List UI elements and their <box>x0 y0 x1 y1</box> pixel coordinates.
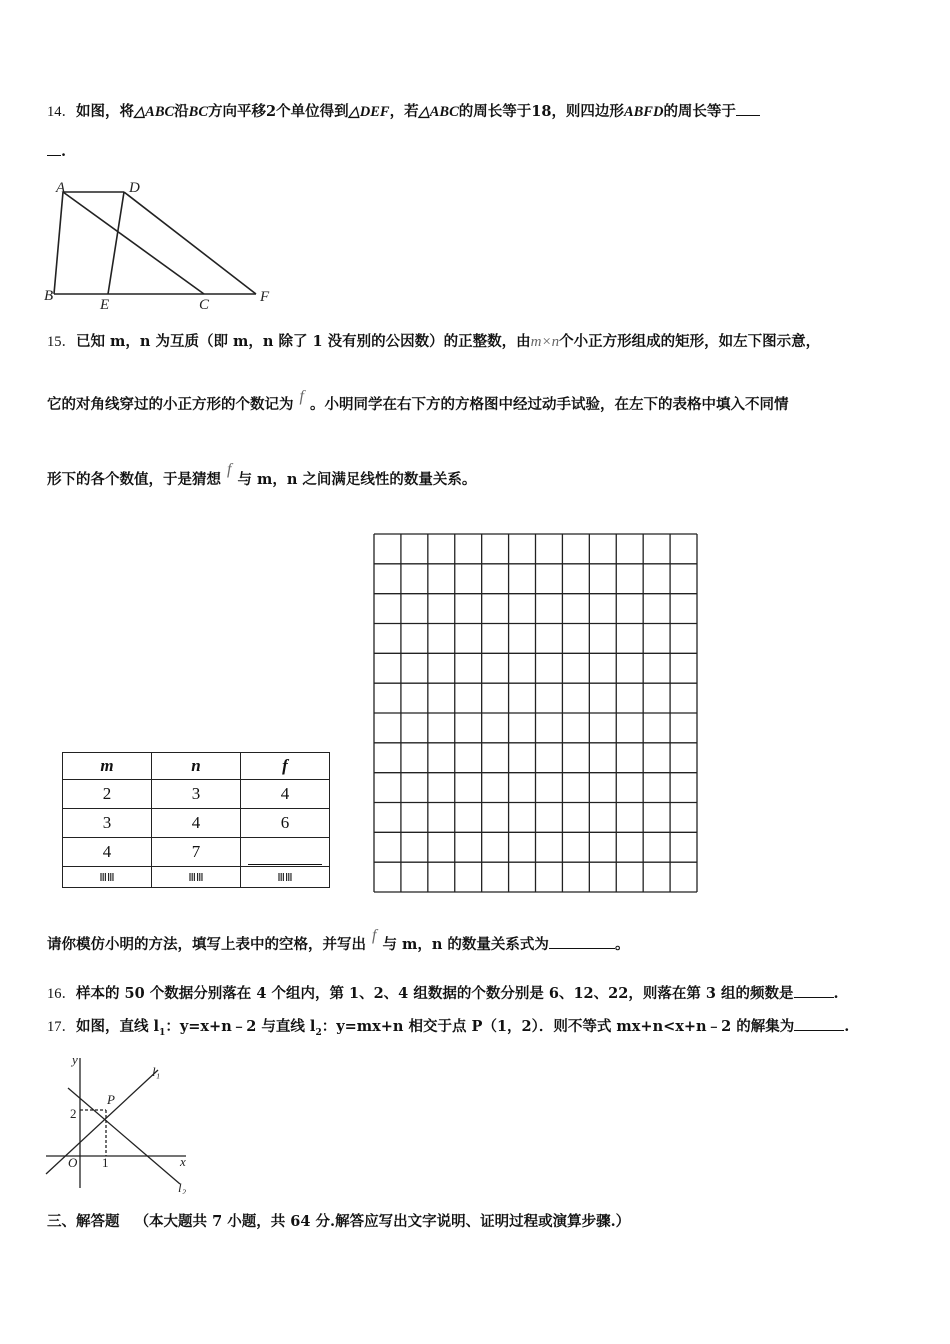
label-P: P <box>107 1092 115 1107</box>
label-F: F <box>260 289 270 305</box>
label-O: O <box>68 1155 78 1170</box>
q17-line: 17．如图，直线 $l_1$：y=x+n﹣2 与直线 $l_2$：y=mx+n 相交于点 P（1，2）．则不等式 mx+n<x+n﹣2 的解集为 . <box>47 1018 850 1038</box>
q16-line: 16．样本的 50 个数据分别落在 4 个组内，第 1、2、4 组数据的个数分别是 6、12、22，则落在第 3 组的频数是 . <box>47 985 839 1002</box>
label-2: 2 <box>70 1106 77 1121</box>
label-x: x <box>180 1154 186 1169</box>
section-3-title: 三、解答题 <box>47 1213 120 1230</box>
q15-line1: 15．已知 m，n 为互质（即 m，n 除了 1 没有别的公因数）的正整数，由m×n个小正方形组成的矩形，如左下图示意， <box>47 333 821 350</box>
label-C: C <box>199 297 210 313</box>
table-cell: ⅢⅢ <box>63 867 152 888</box>
table-cell: 4 <box>63 838 152 867</box>
q15-answer-blank <box>549 948 615 949</box>
q14-line1: 14．如图，将△ABC沿BC方向平移2个单位得到△DEF，若△ABC的周长等于18，则四边形ABFD的周长等于 <box>47 102 760 122</box>
q14-answer-blank <box>736 115 760 116</box>
label-E: E <box>100 297 110 313</box>
table-header-cell: n <box>152 753 241 780</box>
q14-line2: . <box>47 142 66 162</box>
mnf-table <box>62 752 330 888</box>
table-header-row <box>63 753 330 780</box>
q15-ask: 请你模仿小明的方法，填写上表中的空格，并写出f与 m，n 的数量关系式为 。 <box>47 927 630 953</box>
q14-answer-blank-cont <box>47 155 61 156</box>
table-row <box>63 838 330 867</box>
q17-answer-blank <box>794 1030 844 1031</box>
table-row <box>63 809 330 838</box>
section-3-note: （本大题共 7 小题，共 64 分.解答应写出文字说明、证明过程或演算步骤.） <box>134 1213 631 1230</box>
table-cell: 3 <box>63 809 152 838</box>
table-cell: 3 <box>152 780 241 809</box>
table-cell: 4 <box>152 809 241 838</box>
label-1: 1 <box>102 1155 109 1170</box>
label-D: D <box>129 180 140 196</box>
table-header-cell: f <box>241 753 330 780</box>
table-cell: ⅢⅢ <box>152 867 241 888</box>
table-answer-blank <box>248 864 322 865</box>
square-grid <box>370 530 705 898</box>
table-cell: ⅢⅢ <box>241 867 330 888</box>
table-cell: 7 <box>152 838 241 867</box>
table-cell: 4 <box>241 780 330 809</box>
q16-answer-blank <box>794 997 834 998</box>
segment-AC <box>63 192 204 294</box>
table-row-ellipsis <box>63 867 330 888</box>
section-3-heading <box>47 1212 630 1232</box>
table-cell-blank <box>241 838 330 867</box>
label-l1: l₁ <box>152 1064 161 1079</box>
segment-AB <box>54 192 63 294</box>
q15-line2: 它的对角线穿过的小正方形的个数记为 f 。小明同学在右下方的方格图中经过动手试验，在左下的表格中填入不同情 <box>47 388 789 413</box>
label-l2: l₂ <box>178 1180 187 1194</box>
table-cell: 6 <box>241 809 330 838</box>
label-B: B <box>44 288 54 304</box>
figure-q14-translation <box>40 178 280 313</box>
table-header-cell: m <box>63 753 152 780</box>
label-A: A <box>56 180 66 196</box>
table-row <box>63 780 330 809</box>
segment-DE <box>108 192 124 294</box>
segment-DF <box>124 192 256 294</box>
figure-q17-lines <box>40 1052 200 1194</box>
label-y: y <box>72 1052 78 1067</box>
q15-line3: 形下的各个数值，于是猜想f与 m，n 之间满足线性的数量关系。 <box>47 461 477 488</box>
table-cell: 2 <box>63 780 152 809</box>
